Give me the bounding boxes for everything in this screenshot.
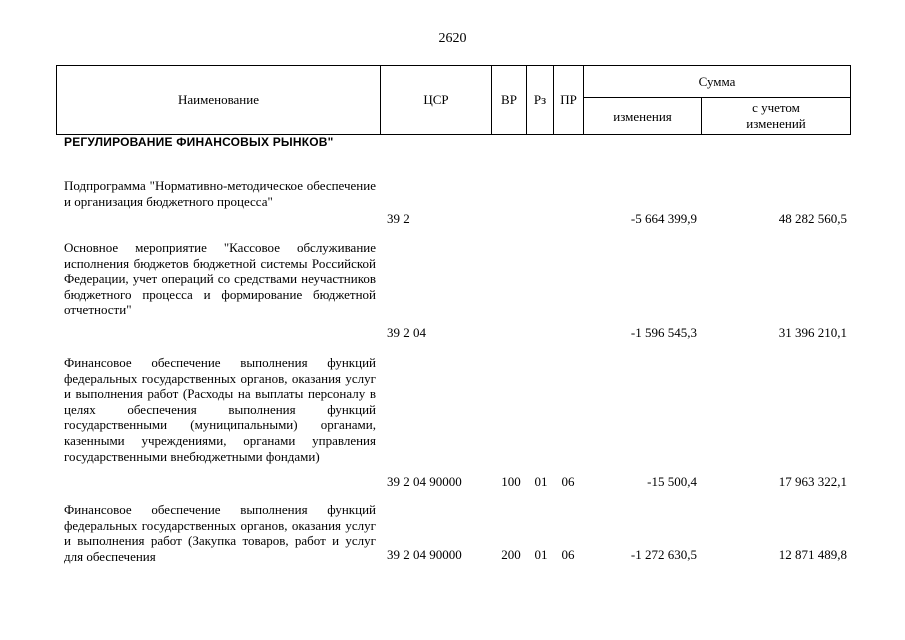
header-total-line2: изменений — [746, 116, 806, 131]
header-change: изменения — [613, 109, 672, 124]
row-pr: 06 — [561, 547, 575, 562]
row-total: 31 396 210,1 — [778, 325, 847, 340]
row-csr: 39 2 04 90000 — [387, 474, 462, 489]
header-vr: ВР — [501, 92, 517, 107]
row-name: РЕГУЛИРОВАНИЕ ФИНАНСОВЫХ РЫНКОВ" — [64, 135, 334, 149]
header-name: Наименование — [178, 92, 259, 107]
row-change: -15 500,4 — [647, 474, 697, 489]
row-pr: 06 — [561, 474, 575, 489]
row-change: -1 596 545,3 — [630, 325, 697, 340]
row-name: Финансовое обеспечение выполнения функций федеральных государственных органов, оказания услуг и выполнения работ (Закупка товаров, работ и услуг для обеспечения — [64, 502, 376, 564]
header-total-line1: с учетом — [752, 100, 800, 115]
row-vr: 100 — [501, 474, 521, 489]
row-total: 12 871 489,8 — [778, 547, 847, 562]
row-name: Основное мероприятие "Кассовое обслуживание исполнения бюджетов бюджетной системы Российской Федерации, учет операций со средствами неучастников бюджетного процесса и формирование бюджетной отчетности" — [64, 240, 376, 318]
header-rz: Рз — [533, 92, 547, 107]
row-rz: 01 — [534, 474, 548, 489]
row-name: Подпрограмма "Нормативно-методическое обеспечение и организация бюджетного процесса" — [64, 178, 376, 209]
row-rz: 01 — [534, 547, 548, 562]
row-total: 48 282 560,5 — [778, 211, 847, 226]
row-change: -1 272 630,5 — [630, 547, 697, 562]
page-number: 2620 — [438, 31, 467, 46]
row-csr: 39 2 04 90000 — [387, 547, 462, 562]
header-sum: Сумма — [698, 74, 736, 89]
row-name: Финансовое обеспечение выполнения функций федеральных государственных органов, оказания услуг и выполнения работ (Расходы на выплаты персоналу в целях обеспечения выполнения функций государственными (муниципальными) органами, казенными учреждениями, органами управления государственными внебюджетными фондами) — [64, 355, 376, 464]
row-change: -5 664 399,9 — [630, 211, 697, 226]
row-csr: 39 2 — [387, 211, 410, 226]
row-csr: 39 2 04 — [387, 325, 426, 340]
header-pr: ПР — [560, 92, 577, 107]
row-vr: 200 — [501, 547, 521, 562]
header-csr: ЦСР — [423, 92, 449, 107]
row-total: 17 963 322,1 — [778, 474, 847, 489]
